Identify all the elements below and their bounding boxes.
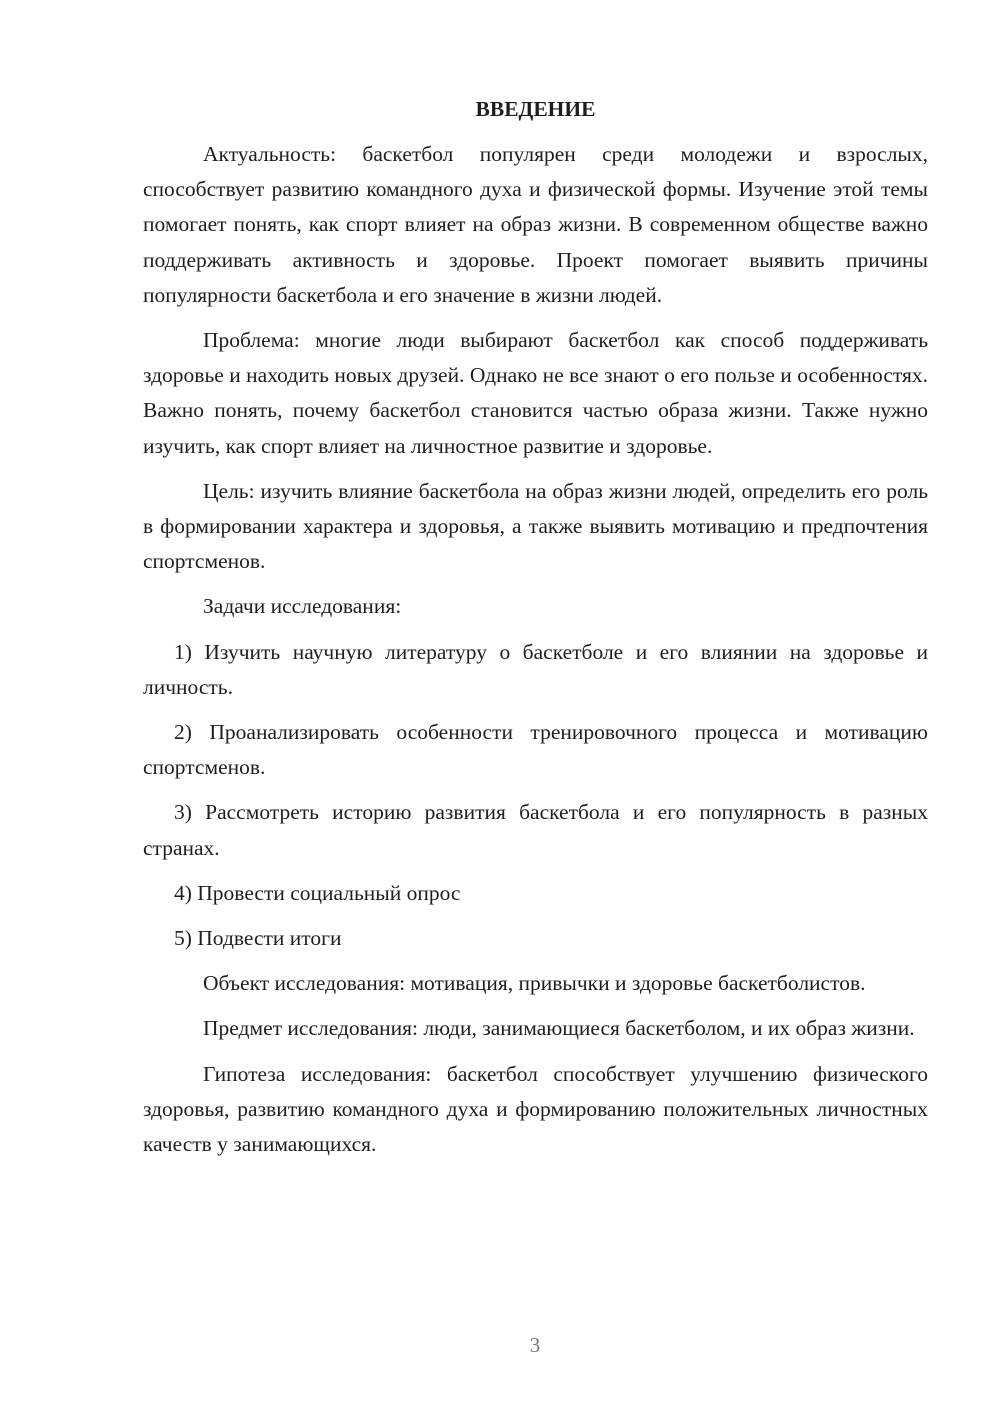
problem-paragraph: Проблема: многие люди выбирают баскетбол как способ поддерживать здоровье и находить новых друзей. Однако не все знают о его пользе и особенностях. Важно понять, почему баскетбол становится частью образа жизни. Также нужно изучить, как спорт влияет на личностное развитие и здоровье.: [143, 328, 928, 458]
subject-paragraph: Предмет исследования: люди, занимающиеся баскетболом, и их образ жизни.: [203, 1016, 915, 1041]
object-paragraph: Объект исследования: мотивация, привычки и здоровье баскетболистов.: [203, 971, 866, 996]
document-body: [143, 92, 928, 1162]
task-item-1: 1) Изучить научную литературу о баскетболе и его влиянии на здоровье и личность.: [143, 639, 928, 699]
relevance-paragraph: Актуальность: баскетбол популярен среди молодежи и взрослых, способствует развитию командного духа и физической формы. Изучение этой темы помогает понять, как спорт влияет на образ жизни. В современном обществе важно поддерживать активность и здоровье. Проект помогает выявить причины популярности баскетбола и его значение в жизни людей.: [143, 142, 928, 307]
task-item-3: 3) Рассмотреть историю развития баскетбола и его популярность в разных странах.: [143, 800, 928, 860]
goal-paragraph: Цель: изучить влияние баскетбола на образ жизни людей, определить его роль в формировании характера и здоровья, а также выявить мотивацию и предпочтения спортсменов.: [143, 478, 928, 574]
page-number: 3: [529, 1333, 541, 1357]
hypothesis-paragraph: Гипотеза исследования: баскетбол способствует улучшению физического здоровья, развитию командного духа и формированию положительных личностных качеств у занимающихся.: [143, 1061, 928, 1157]
tasks-title: Задачи исследования:: [203, 594, 402, 619]
task-item-5: 5) Подвести итоги: [174, 926, 342, 951]
task-item-4: 4) Провести социальный опрос: [174, 880, 461, 905]
task-item-2: 2) Проанализировать особенности тренировочного процесса и мотивацию спортсменов.: [143, 720, 928, 780]
section-heading: ВВЕДЕНИЕ: [475, 97, 596, 121]
